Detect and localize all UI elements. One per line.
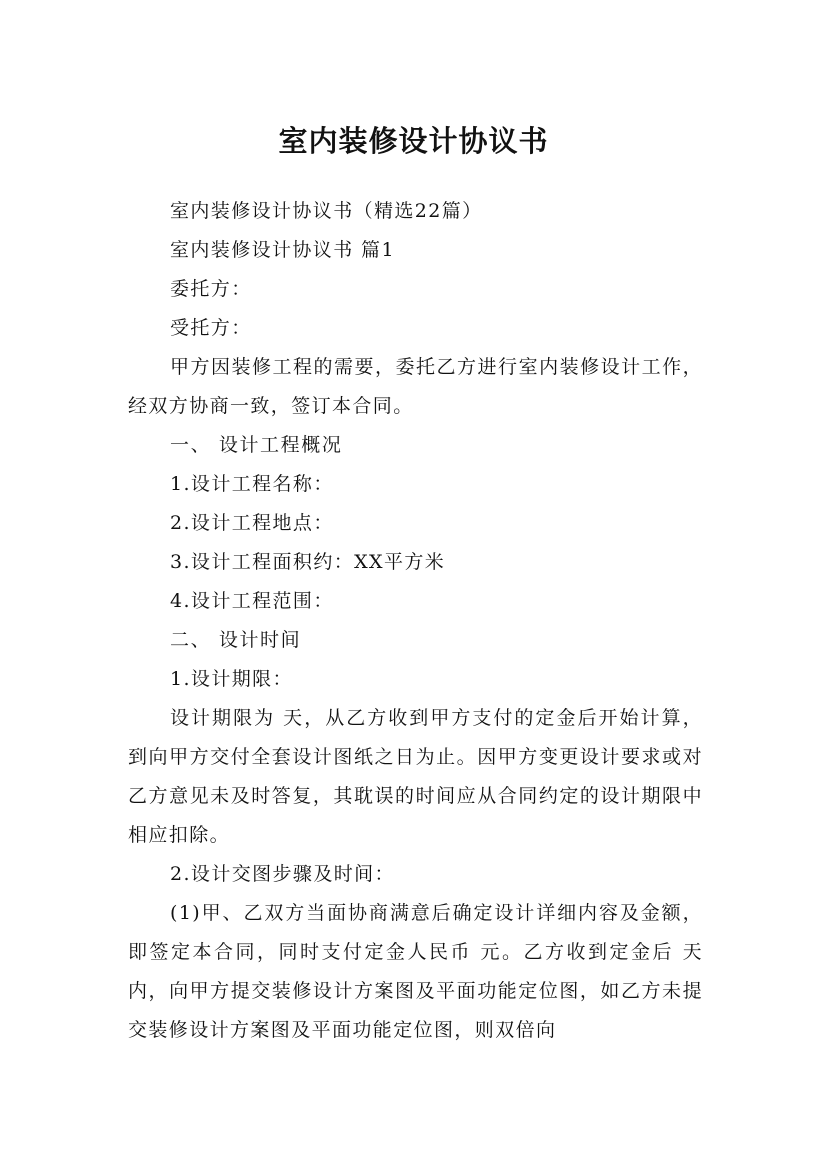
paragraph-project-name: 1.设计工程名称： bbox=[170, 473, 334, 495]
paragraph-project-location: 2.设计工程地点： bbox=[170, 512, 334, 534]
paragraph-design-period: 1.设计期限： bbox=[170, 668, 293, 690]
paragraph-intro: 甲方因装修工程的需要，委托乙方进行室内装修设计工作，经双方协商一致，签订本合同。 bbox=[128, 356, 703, 417]
paragraph-project-scope: 4.设计工程范围： bbox=[170, 590, 334, 612]
paragraph-design-period-details: 设计期限为 天，从乙方收到甲方支付的定金后开始计算，到向甲方交付全套设计图纸之日为止。因甲方变更设计要求或对乙方意见未及时答复，其耽误的时间应从合同约定的设计期限中相应扣除。 bbox=[128, 707, 703, 846]
paragraph-section-title: 室内装修设计协议书 篇1 bbox=[170, 239, 395, 261]
paragraph-heading-time: 二、 设计时间 bbox=[170, 629, 302, 651]
document-title: 室内装修设计协议书 bbox=[278, 124, 549, 159]
document-body bbox=[128, 192, 703, 1050]
paragraph-subtitle: 室内装修设计协议书（精选22篇） bbox=[170, 200, 483, 222]
paragraph-project-area: 3.设计工程面积约：XX平方米 bbox=[170, 551, 446, 573]
paragraph-client: 委托方： bbox=[170, 278, 252, 300]
paragraph-delivery-step-1: (1)甲、乙双方当面协商满意后确定设计详细内容及金额，即签定本合同，同时支付定金人民币 元。乙方收到定金后 天内，向甲方提交装修设计方案图及平面功能定位图，如乙方未提交装修设计方案图及平面功能定位图，则双倍向 bbox=[128, 902, 703, 1041]
paragraph-heading-overview: 一、 设计工程概况 bbox=[170, 434, 343, 456]
paragraph-delivery-steps: 2.设计交图步骤及时间： bbox=[170, 863, 395, 885]
paragraph-contractor: 受托方： bbox=[170, 317, 252, 339]
